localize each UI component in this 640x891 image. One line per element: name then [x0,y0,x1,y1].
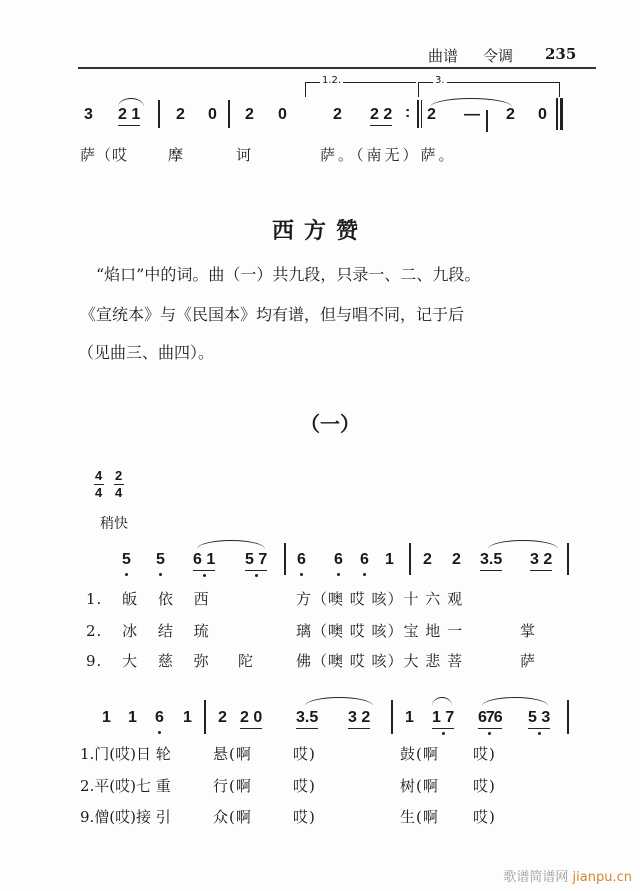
note: 3 2 [530,551,552,571]
note: 2 [176,106,185,123]
header-section: 曲谱 [428,47,459,65]
lyric: 方（噢 哎 咳）十 六 观 [296,590,464,608]
lyric: 哎) [473,808,496,826]
lyric: 哎) [473,745,496,763]
lyric: 2. 冰 结 琉 [86,622,210,640]
volta-1: 1.2. [305,82,416,97]
lyric: 摩 [168,146,185,164]
note: 2 [452,551,461,568]
barline [228,100,230,128]
note: 2 [506,106,515,123]
final-barline [556,98,558,130]
note: 3 [84,106,93,123]
barline [417,100,419,128]
note: 5 [156,551,165,568]
lyric: 悬(啊 [213,745,252,763]
lyric: 萨（哎 [80,146,129,164]
lyric: 哎) [293,777,316,795]
note: 0 [538,106,547,123]
note: 6 1 [193,551,215,571]
note: 1 [405,709,414,726]
intro-line: （见曲三、曲四）。 [78,343,215,362]
note: 6 [360,551,369,568]
header-subsection: 令调 [483,47,514,65]
note: 0 [278,106,287,123]
note: 6 [334,551,343,568]
lyric: 璃（噢 哎 咳）宝 地 一 [296,622,464,640]
note: 2 0 [240,709,262,729]
lyric: 哎) [293,745,316,763]
lyric: 1.门(哎)日 轮 [80,745,171,763]
lyric: 9. 大 慈 弥 [86,652,210,670]
note: 6 [297,551,306,568]
note: 1 7 [432,709,454,729]
lyric: 生(啊 [400,808,439,826]
barline [421,100,422,128]
note: 2 [333,106,342,123]
barline [284,543,286,575]
note: — [464,106,480,123]
lyric: 鼓(啊 [400,745,439,763]
lyric: 众(啊 [213,808,252,826]
slur [305,697,373,706]
lyric: 哎) [473,777,496,795]
barline [567,543,569,575]
lyric: 树(啊 [400,777,439,795]
note: 1 [385,551,394,568]
note: 2 [245,106,254,123]
lyric: 9.僧(哎)接 引 [80,808,171,826]
slur [432,697,452,706]
intro-line: “焰口”中的词。曲（一）共九段，只录一、二、九段。 [96,265,481,284]
note: 3.5 [296,709,318,729]
final-barline [560,98,563,130]
header-rule [78,67,596,69]
note: 3.5 [480,551,502,571]
lyric: 萨。（南无）萨。 [320,146,457,164]
note: 676 [478,709,502,729]
note: 3 2 [348,709,370,729]
page-number: 235 [545,45,577,63]
lyric: 萨 [520,652,537,670]
piece-title: 西方赞 [272,218,369,244]
lyric: 1. 皈 依 西 [86,590,210,608]
note: 2 [427,106,436,123]
barline [486,110,488,132]
lyric: 2.平(哎)七 重 [80,777,171,795]
barline [204,700,206,734]
slur [197,540,265,549]
note: 2 [423,551,432,568]
lyric: 陀 [238,652,255,670]
note: 2 2 [370,106,392,126]
note: 5 7 [245,551,267,571]
barline [391,700,393,734]
note: 2 1 [118,106,140,126]
note: 1 [183,709,192,726]
lyric: 哎) [293,808,316,826]
slur [482,697,548,706]
repeat-sign: : [405,104,411,121]
barline [409,543,411,575]
note: 6 [155,709,164,726]
note: 5 3 [528,709,550,729]
slur [488,540,558,549]
volta-2: 3. [418,82,560,97]
barline [158,100,160,128]
lyric: 佛（噢 哎 咳）大 悲 菩 [296,652,464,670]
score-page: 曲谱 令调 235 1.2. 3. 3 2 1 2 0 2 0 2 2 2 : 2 — 2 0 萨（哎 摩 诃 萨。（南无）萨。 西方赞 “焰口”中的词。曲（一）共九段，只录一、二、九段。 《宣统本》与《民国本》均有谱，但与唱不同，记于后 （见曲三、曲四）。 （一） 4 4 2 4 稍快 5 5 6 1 5 7 6 6 6 1 2 2 3.5 3 2 1. 皈 依 西 方（噢 哎 咳）十 六 观 2. 冰 结 琉 璃（噢 哎 咳）宝 地 一 掌 9. 大 慈 弥 陀 佛（噢 哎 咳）大 悲 菩 萨 1 1 6 1 2 2 0 3.5 3 2 1 1 7 676 5 3 1.门(哎)日 轮 悬(啊 哎) 鼓(啊 哎) 2.平(哎)七 重 行(啊 哎) 树(啊 哎) 9.僧(哎)接 引 众(啊 哎) 生(啊 哎) 歌谱简谱网 jianpu.cn [0,0,640,891]
tempo-marking: 稍快 [100,516,128,532]
lyric: 诃 [236,146,253,164]
note: 1 [128,709,137,726]
note: 2 [218,709,227,726]
section-label: （一） [300,412,360,436]
note: 0 [208,106,217,123]
note: 1 [102,709,111,726]
barline [567,700,569,734]
note: 5 [122,551,131,568]
watermark: 歌谱简谱网 jianpu.cn [503,870,632,885]
intro-line: 《宣统本》与《民国本》均有谱，但与唱不同，记于后 [80,305,465,324]
lyric: 掌 [520,622,537,640]
lyric: 行(啊 [213,777,252,795]
